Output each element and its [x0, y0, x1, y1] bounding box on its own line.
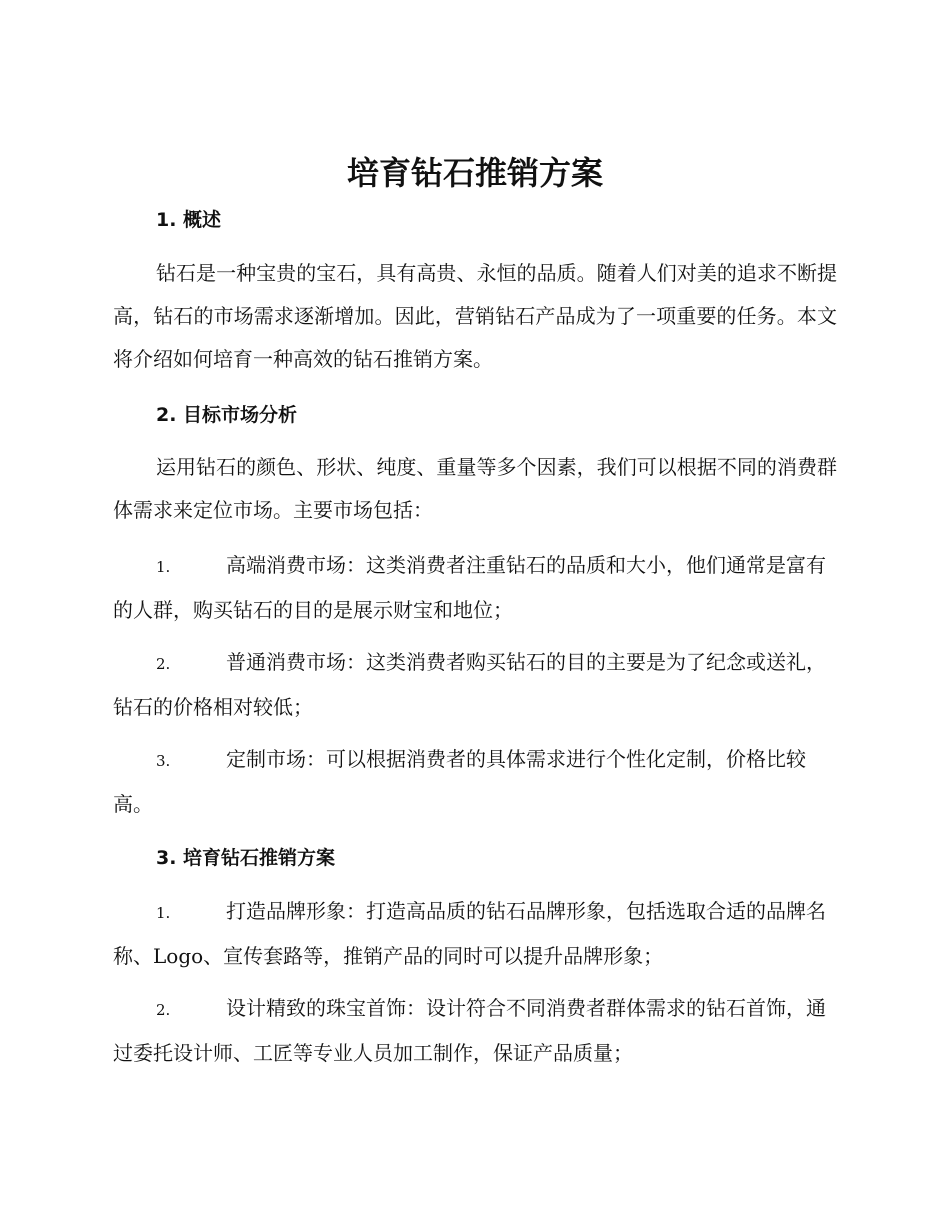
list-item-number: 1.	[156, 904, 171, 922]
section-paragraph-market-analysis: 运用钻石的颜色、形状、纯度、重量等多个因素，我们可以根据不同的消费群体需求来定位市场。主要市场包括：	[113, 455, 837, 522]
list-item-text: 设计精致的珠宝首饰：设计符合不同消费者群体需求的钻石首饰，通过委托设计师、工匠等专业人员加工制作，保证产品质量；	[113, 996, 826, 1065]
list-item	[113, 641, 837, 729]
list-item-number: 1.	[156, 558, 171, 576]
list-item-text: 定制市场：可以根据消费者的具体需求进行个性化定制，价格比较高。	[113, 747, 806, 816]
section-heading-overview: 1. 概述	[156, 209, 222, 231]
list-item-number: 3.	[156, 752, 171, 770]
section-heading-promotion-plan: 3. 培育钻石推销方案	[156, 847, 336, 869]
list-item-number: 2.	[156, 655, 171, 673]
list-item	[113, 544, 837, 632]
document-title: 培育钻石推销方案	[346, 154, 603, 192]
list-item	[113, 738, 837, 826]
list-item-number: 2.	[156, 1001, 171, 1019]
section-paragraph-overview: 钻石是一种宝贵的宝石，具有高贵、永恒的品质。随着人们对美的追求不断提高，钻石的市场需求逐渐增加。因此，营销钻石产品成为了一项重要的任务。本文将介绍如何培育一种高效的钻石推销方案。	[113, 261, 837, 371]
section-heading-market-analysis: 2. 目标市场分析	[156, 404, 298, 426]
list-item-text: 高端消费市场：这类消费者注重钻石的品质和大小，他们通常是富有的人群，购买钻石的目的是展示财宝和地位；	[113, 553, 826, 622]
list-item-text: 打造品牌形象：打造高品质的钻石品牌形象，包括选取合适的品牌名称、Logo、宣传套路等，推销产品的同时可以提升品牌形象；	[113, 899, 826, 968]
list-item-text: 普通消费市场：这类消费者购买钻石的目的主要是为了纪念或送礼，钻石的价格相对较低；	[113, 650, 826, 719]
list-item	[113, 987, 837, 1075]
list-item	[113, 890, 837, 978]
